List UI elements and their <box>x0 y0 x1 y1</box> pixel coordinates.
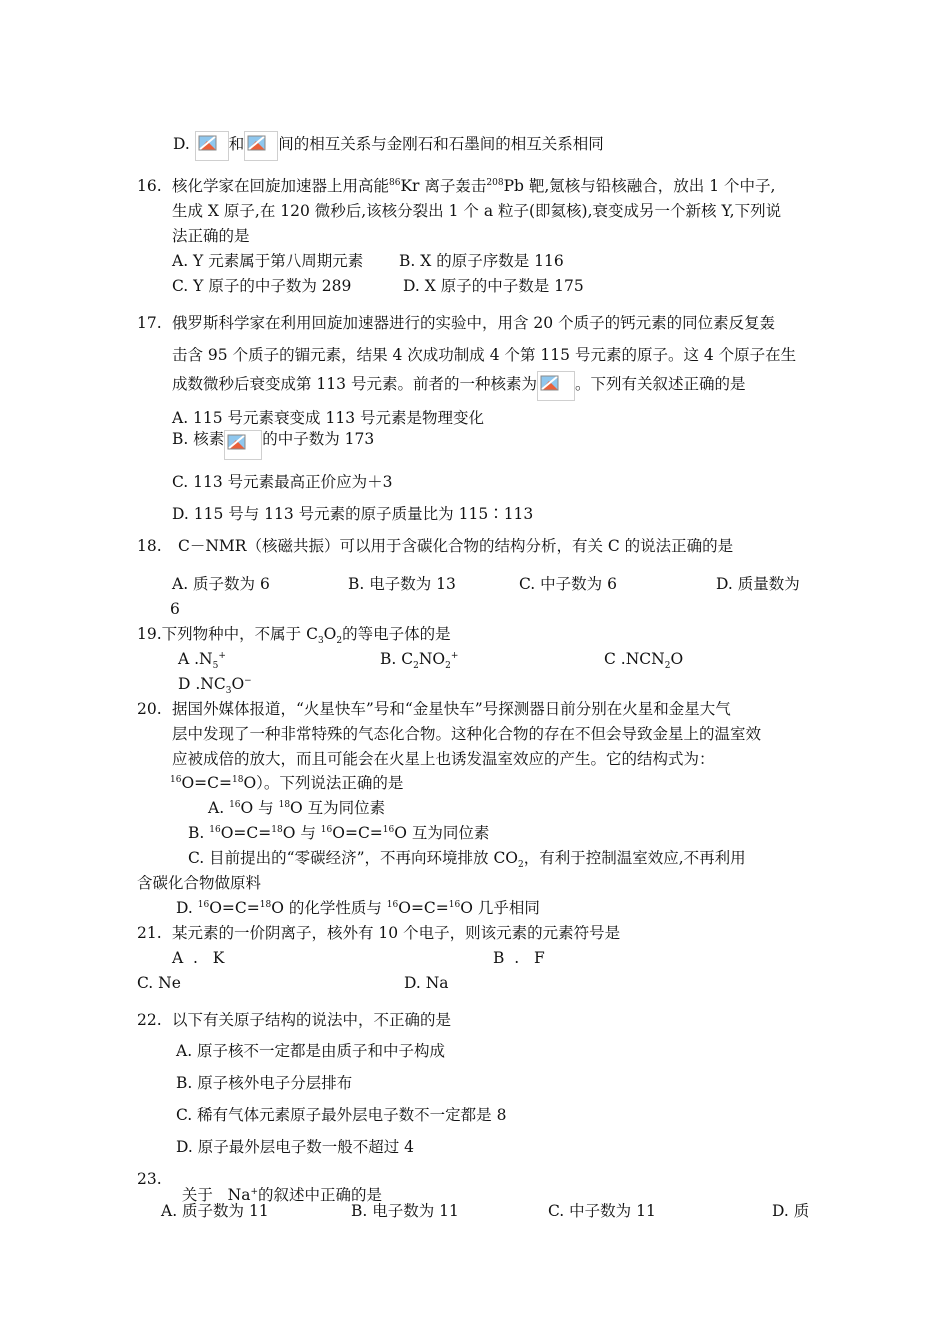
q18-option-d: D. 质量数为 <box>716 575 800 593</box>
q16-option-d: D. X 原子的中子数是 175 <box>403 277 584 295</box>
broken-image-icon <box>537 371 575 401</box>
q16-option-c: C. Y 原子的中子数为 289 <box>172 277 352 295</box>
q17-stem-line2: 击含 95 个质子的镅元素，结果 4 次成功制成 4 个第 115 号元素的原子。这 4 个原子在生 <box>172 346 797 364</box>
q16-stem-line3: 法正确的是 <box>172 227 250 245</box>
q19-option-d: D $.NC_3O^-$ <box>178 675 252 697</box>
q18-option-d-wrap: 6 <box>170 600 180 618</box>
broken-image-icon <box>224 430 262 460</box>
q17-option-d: D. 115 号与 113 号元素的原子质量比为 115∶113 <box>172 505 534 523</box>
q20-stem-line3: 应被成倍的放大，而且可能会在火星上也诱发温室效应的产生。它的结构式为： <box>172 750 715 768</box>
q18-number: 18. <box>137 537 162 555</box>
q15-option-d: D. 和 间的相互关系与金刚石和石墨间的相互关系相同 <box>173 131 604 161</box>
q20-stem-line4: $^{16}$O=C=$^{18}$O）。下列说法正确的是 <box>170 774 404 792</box>
q23-option-d: D. 质 <box>772 1202 810 1220</box>
q21-option-a: A . K <box>172 949 225 967</box>
broken-image-icon <box>195 131 229 161</box>
q23-option-c: C. 中子数为 11 <box>548 1202 656 1220</box>
q22-number: 22. <box>137 1011 162 1029</box>
q23-option-b: B. 电子数为 11 <box>351 1202 459 1220</box>
q20-stem-line2: 层中发现了一种非常特殊的气态化合物。这种化合物的存在不但会导致金星上的温室效 <box>172 725 762 743</box>
q23-stem: 关于 Na+的叙述中正确的是 <box>181 1185 383 1204</box>
q18-stem: C－NMR（核磁共振）可以用于含碳化合物的结构分析，有关 C 的说法正确的是 <box>178 537 734 555</box>
q22-option-c: C. 稀有气体元素原子最外层电子数不一定都是 8 <box>176 1106 507 1124</box>
q18-option-a: A. 质子数为 6 <box>172 575 270 593</box>
q20-option-c-wrap: 含碳化合物做原料 <box>137 874 262 892</box>
q16-option-b: B. X 的原子序数是 116 <box>399 252 564 270</box>
q23-option-a: A. 质子数为 11 <box>161 1202 269 1220</box>
q20-number: 20. <box>137 700 162 718</box>
q18-option-c: C. 中子数为 6 <box>519 575 617 593</box>
q19-stem: 19.下列物种中，不属于 $C_3O_2$的等电子体的是 <box>137 625 451 647</box>
q19-option-c: C $.NCN_2O$ <box>604 650 684 672</box>
q22-option-d: D. 原子最外层电子数一般不超过 4 <box>176 1138 415 1156</box>
q20-option-c: C. 目前提出的“零碳经济”，不再向环境排放 $CO_2$，有利于控制温室效应,不再利用 <box>188 849 746 871</box>
q19-option-b: B. $C_2NO_2^+$ <box>380 650 459 672</box>
broken-image-icon <box>244 131 278 161</box>
q21-option-d: D. Na <box>404 974 449 992</box>
q16-number: 16. <box>137 177 162 195</box>
q20-stem-line1: 据国外媒体报道，“火星快车”号和“金星快车”号探测器日前分别在火星和金星大气 <box>172 700 731 718</box>
q18-option-b: B. 电子数为 13 <box>348 575 456 593</box>
q16-option-a: A. Y 元素属于第八周期元素 <box>172 252 364 270</box>
q20-option-a: A. $^{16}$O 与 $^{18}$O 互为同位素 <box>208 799 386 817</box>
q22-stem: 以下有关原子结构的说法中，不正确的是 <box>172 1011 452 1029</box>
q21-option-b: B . F <box>493 949 545 967</box>
q21-number: 21. <box>137 924 162 942</box>
q20-option-b: B. $^{16}$O=C=$^{18}$O 与 $^{16}$O=C=$^{16}$O 互为同位素 <box>188 824 490 842</box>
q17-stem-line1: 俄罗斯科学家在利用回旋加速器进行的实验中，用含 20 个质子的钙元素的同位素反复轰 <box>172 314 776 332</box>
q17-stem-line3: 成数微秒后衰变成第 113 号元素。前者的一种核素为 。下列有关叙述正确的是 <box>172 371 745 401</box>
q22-option-a: A. 原子核不一定都是由质子和中子构成 <box>176 1042 446 1060</box>
q17-option-b: B. 核素 的中子数为 173 <box>172 430 374 460</box>
q17-number: 17. <box>137 314 162 332</box>
q17-option-a: A. 115 号元素衰变成 113 号元素是物理变化 <box>172 409 484 427</box>
q23-number: 23. <box>137 1170 162 1188</box>
q19-option-a: A $.N_5^+$ <box>178 650 226 672</box>
q21-option-c: C. Ne <box>137 974 181 992</box>
q20-option-d: D. $^{16}$O=C=$^{18}$O 的化学性质与 $^{16}$O=C=$^{16}$O 几乎相同 <box>176 899 540 917</box>
q16-stem-line2: 生成 X 原子,在 120 微秒后,该核分裂出 1 个 a 粒子(即氦核),衰变成另一个新核 Y,下列说 <box>172 202 782 220</box>
q21-stem: 某元素的一价阴离子，核外有 10 个电子，则该元素的元素符号是 <box>172 924 621 942</box>
q17-option-c: C. 113 号元素最高正价应为＋3 <box>172 473 393 491</box>
q22-option-b: B. 原子核外电子分层排布 <box>176 1074 353 1092</box>
q16-stem-line1: 核化学家在回旋加速器上用高能$^{86}$Kr 离子轰击$^{208}$Pb 靶,氪核与铅核融合，放出 1 个中子, <box>172 177 776 195</box>
